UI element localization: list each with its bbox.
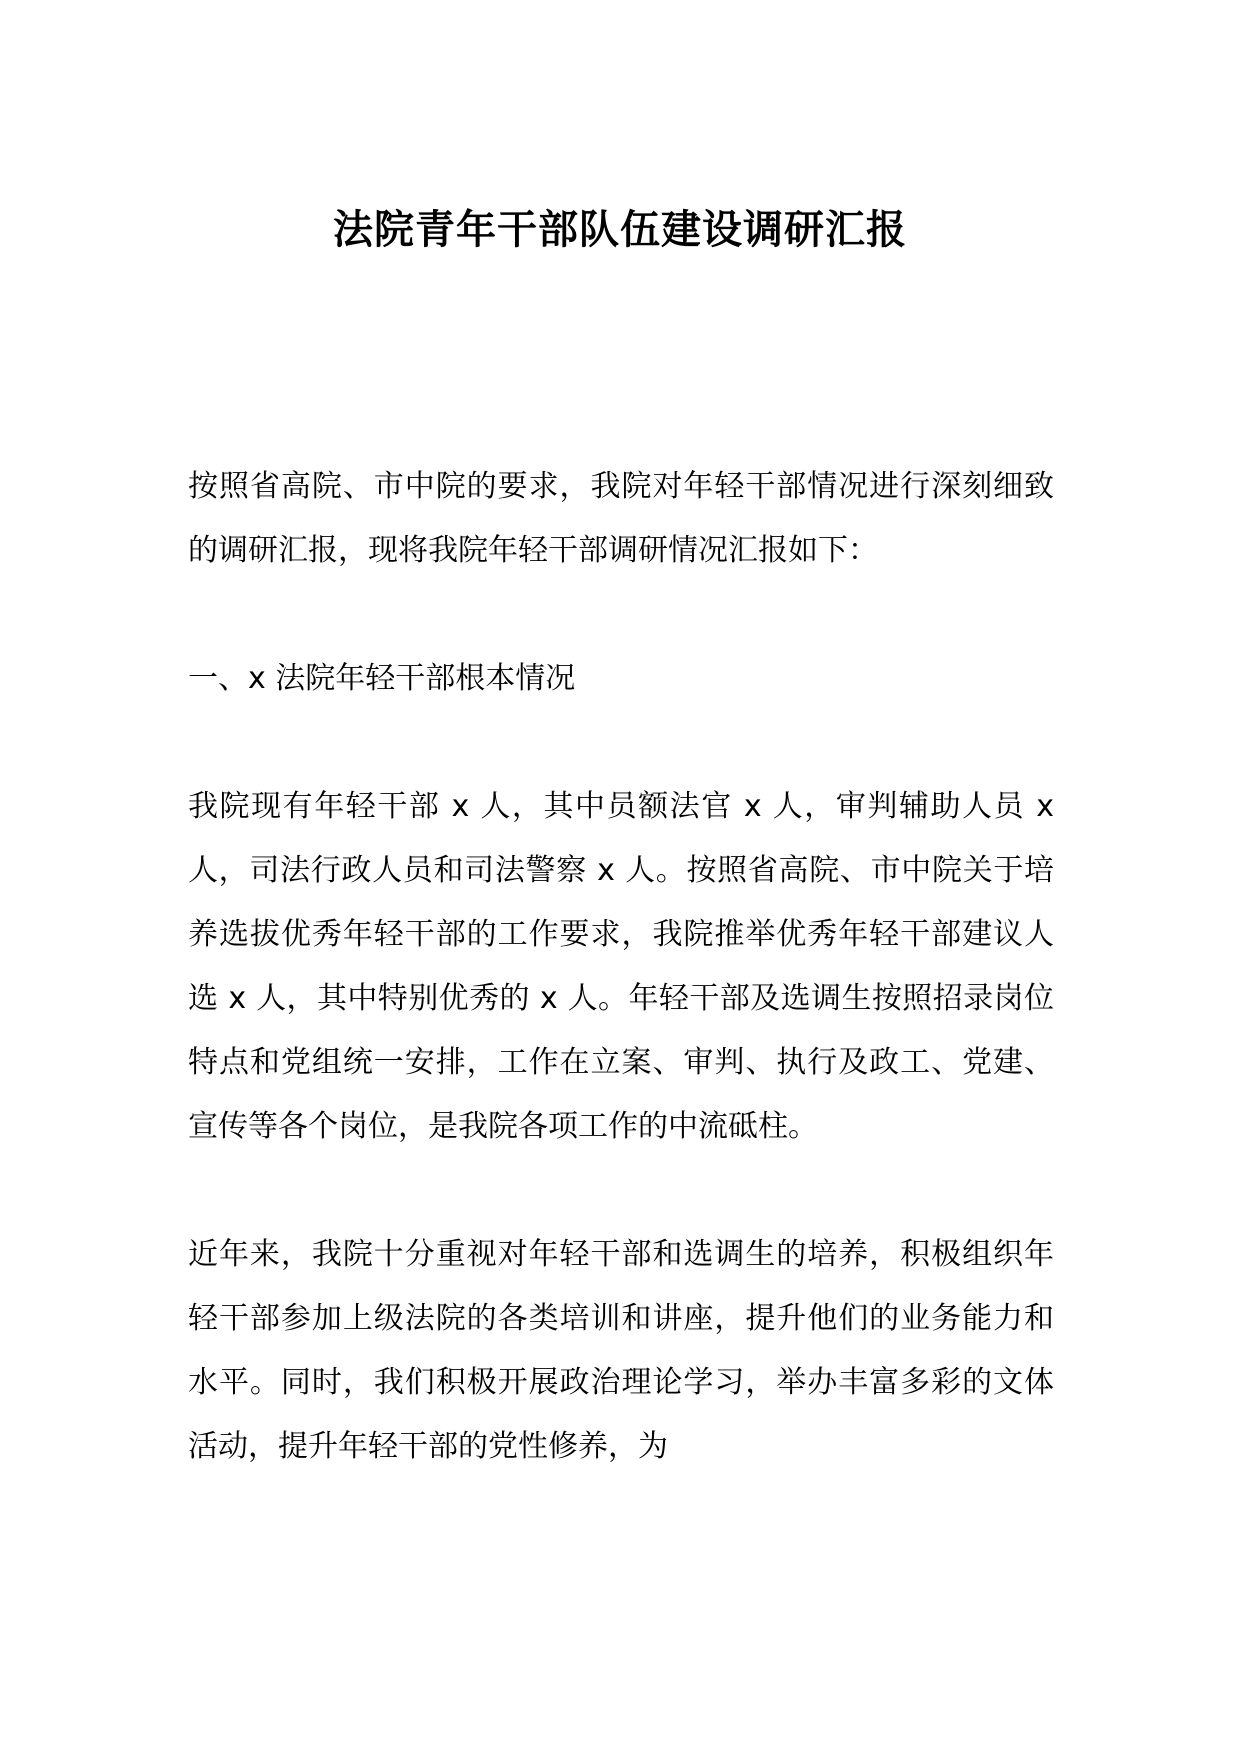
document-body	[188, 455, 1054, 1479]
section-heading-1: 一、x 法院年轻干部根本情况	[188, 661, 576, 696]
document-title: 法院青年干部队伍建设调研汇报	[333, 207, 907, 253]
paragraph-basic-situation: 我院现有年轻干部 x 人，其中员额法官 x 人，审判辅助人员 x 人，司法行政人员和司法警察 x 人。按照省高院、市中院关于培养选拔优秀年轻干部的工作要求，我院推举优秀年轻干部建议人选 x 人，其中特别优秀的 x 人。年轻干部及选调生按照招录岗位特点和党组统一安排，工作在立案、审判、执行及政工、党建、宣传等各个岗位，是我院各项工作的中流砥柱。	[188, 789, 1054, 1144]
paragraph-intro: 按照省高院、市中院的要求，我院对年轻干部情况进行深刻细致的调研汇报，现将我院年轻干部调研情况汇报如下：	[188, 469, 1054, 568]
paragraph-recent-years: 近年来，我院十分重视对年轻干部和选调生的培养，积极组织年轻干部参加上级法院的各类培训和讲座，提升他们的业务能力和水平。同时，我们积极开展政治理论学习，举办丰富多彩的文体活动，提升年轻干部的党性修养，为	[188, 1237, 1054, 1464]
